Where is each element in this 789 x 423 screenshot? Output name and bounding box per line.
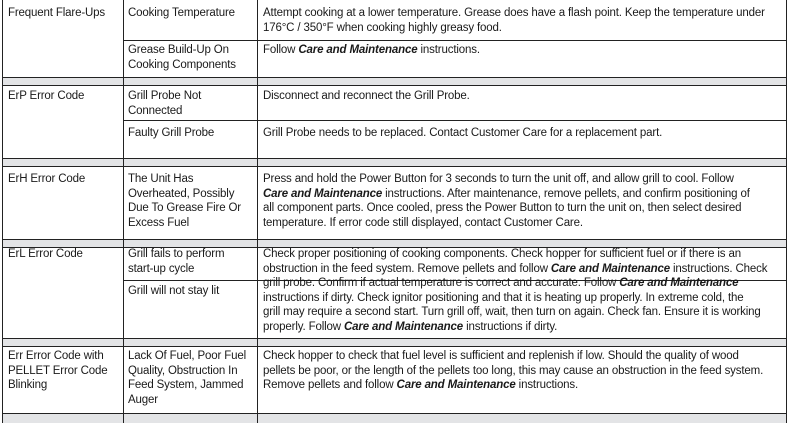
table-rule (786, 346, 787, 414)
table-rule (123, 158, 124, 166)
table-rule (123, 346, 124, 414)
cause-cell: Cooking Temperature (128, 7, 235, 19)
table-rule (786, 0, 787, 78)
cause-cell: Grill will not stay lit (128, 285, 220, 297)
table-rule (257, 413, 258, 423)
table-rule (123, 239, 124, 247)
cause-cell: Grill fails to perform start-up cycle (128, 248, 225, 275)
table-rule (2, 247, 3, 339)
cause-cell: Faulty Grill Probe (128, 127, 215, 139)
table-rule (123, 40, 787, 41)
table-rule (786, 85, 787, 159)
table-rule (2, 85, 787, 86)
table-rule (257, 85, 258, 159)
table-rule (123, 338, 124, 346)
table-rule (257, 247, 258, 339)
solution-cell: Follow Care and Maintenance instructions. (263, 44, 480, 56)
table-rule (2, 338, 787, 339)
solution-cell: Attempt cooking at a lower temperature. Grease does have a flash point. Keep the temperature under 176°C / 350°F when cooking highly greasy food. (263, 7, 765, 34)
condition-cell: ErL Error Code (8, 248, 83, 260)
table-rule (786, 239, 787, 247)
table-rule (123, 247, 124, 339)
table-rule (786, 247, 787, 339)
solution-cell: Check proper positioning of cooking components. Check hopper for sufficient fuel or if there is an obstruction in the feed system. Remove pellets and follow Care and Maintenance instructions. Check grill probe. Confirm if actual temperature is correct and accurate. Follow Care and Maintenance instructions if dirty. Check ignitor positioning and that it is heating up properly. In extreme cold, the grill may require a second start. Turn grill off, wait, then turn on again. Check fan. Ensure it is working properly. Follow Care and Maintenance instructions if dirty. (263, 248, 768, 333)
table-rule (2, 85, 3, 159)
table-rule (257, 239, 258, 247)
solution-cell: Disconnect and reconnect the Grill Probe. (263, 90, 470, 102)
table-rule (257, 0, 258, 78)
table-rule (2, 158, 787, 159)
table-rule (2, 239, 3, 247)
cause-cell: Grease Build-Up On Cooking Components (128, 44, 236, 71)
table-rule (2, 346, 787, 347)
row-spacer-band (2, 158, 786, 166)
table-rule (2, 166, 3, 240)
table-rule (123, 0, 124, 78)
table-rule (123, 413, 124, 423)
table-rule (257, 166, 258, 240)
condition-cell: ErP Error Code (8, 90, 85, 102)
condition-cell: Frequent Flare-Ups (8, 7, 106, 19)
table-rule (2, 158, 3, 166)
table-rule (123, 166, 124, 240)
row-spacer-band (2, 239, 786, 247)
table-rule (2, 239, 787, 240)
row-spacer-band (2, 338, 786, 346)
solution-cell: Check hopper to check that fuel level is sufficient and replenish if low. Should the quality of wood pellets be poor, or the length of the pellets too long, this may cause an obstruction in the feed system. Remove pellets and follow Care and Maintenance instructions. (263, 350, 764, 392)
table-rule (2, 77, 787, 78)
table-rule (257, 338, 258, 346)
table-rule (257, 77, 258, 85)
table-rule (123, 77, 124, 85)
table-rule (123, 85, 124, 159)
table-rule (2, 413, 787, 414)
table-rule (2, 166, 787, 167)
table-rule (2, 0, 3, 78)
table-rule (786, 77, 787, 85)
cause-cell: Grill Probe Not Connected (128, 90, 202, 117)
table-rule (2, 338, 3, 346)
condition-cell: ErH Error Code (8, 173, 86, 185)
table-rule (257, 158, 258, 166)
row-spacer-band (2, 77, 786, 85)
solution-cell: Press and hold the Power Button for 3 seconds to turn the unit off, and allow grill to cool. Follow Care and Maintenance instructions. After maintenance, remove pellets, and confirm positioning of all component parts. Once cooled, press the Power Button to turn the unit on, then select desired temperature. If error code still displayed, contact Customer Care. (263, 173, 750, 229)
row-spacer-band (2, 413, 786, 423)
table-rule (123, 120, 787, 121)
table-rule (2, 346, 3, 414)
cause-cell: The Unit Has Overheated, Possibly Due To Grease Fire Or Excess Fuel (128, 173, 241, 229)
table-rule (786, 413, 787, 423)
condition-cell: Err Error Code with PELLET Error Code Blinking (8, 350, 108, 392)
table-rule (786, 158, 787, 166)
solution-cell: Grill Probe needs to be replaced. Contact Customer Care for a replacement part. (263, 127, 663, 139)
table-rule (2, 77, 3, 85)
table-rule (786, 338, 787, 346)
table-rule (257, 346, 258, 414)
table-rule (2, 413, 3, 423)
table-rule (786, 166, 787, 240)
cause-cell: Lack Of Fuel, Poor Fuel Quality, Obstruction In Feed System, Jammed Auger (128, 350, 246, 406)
